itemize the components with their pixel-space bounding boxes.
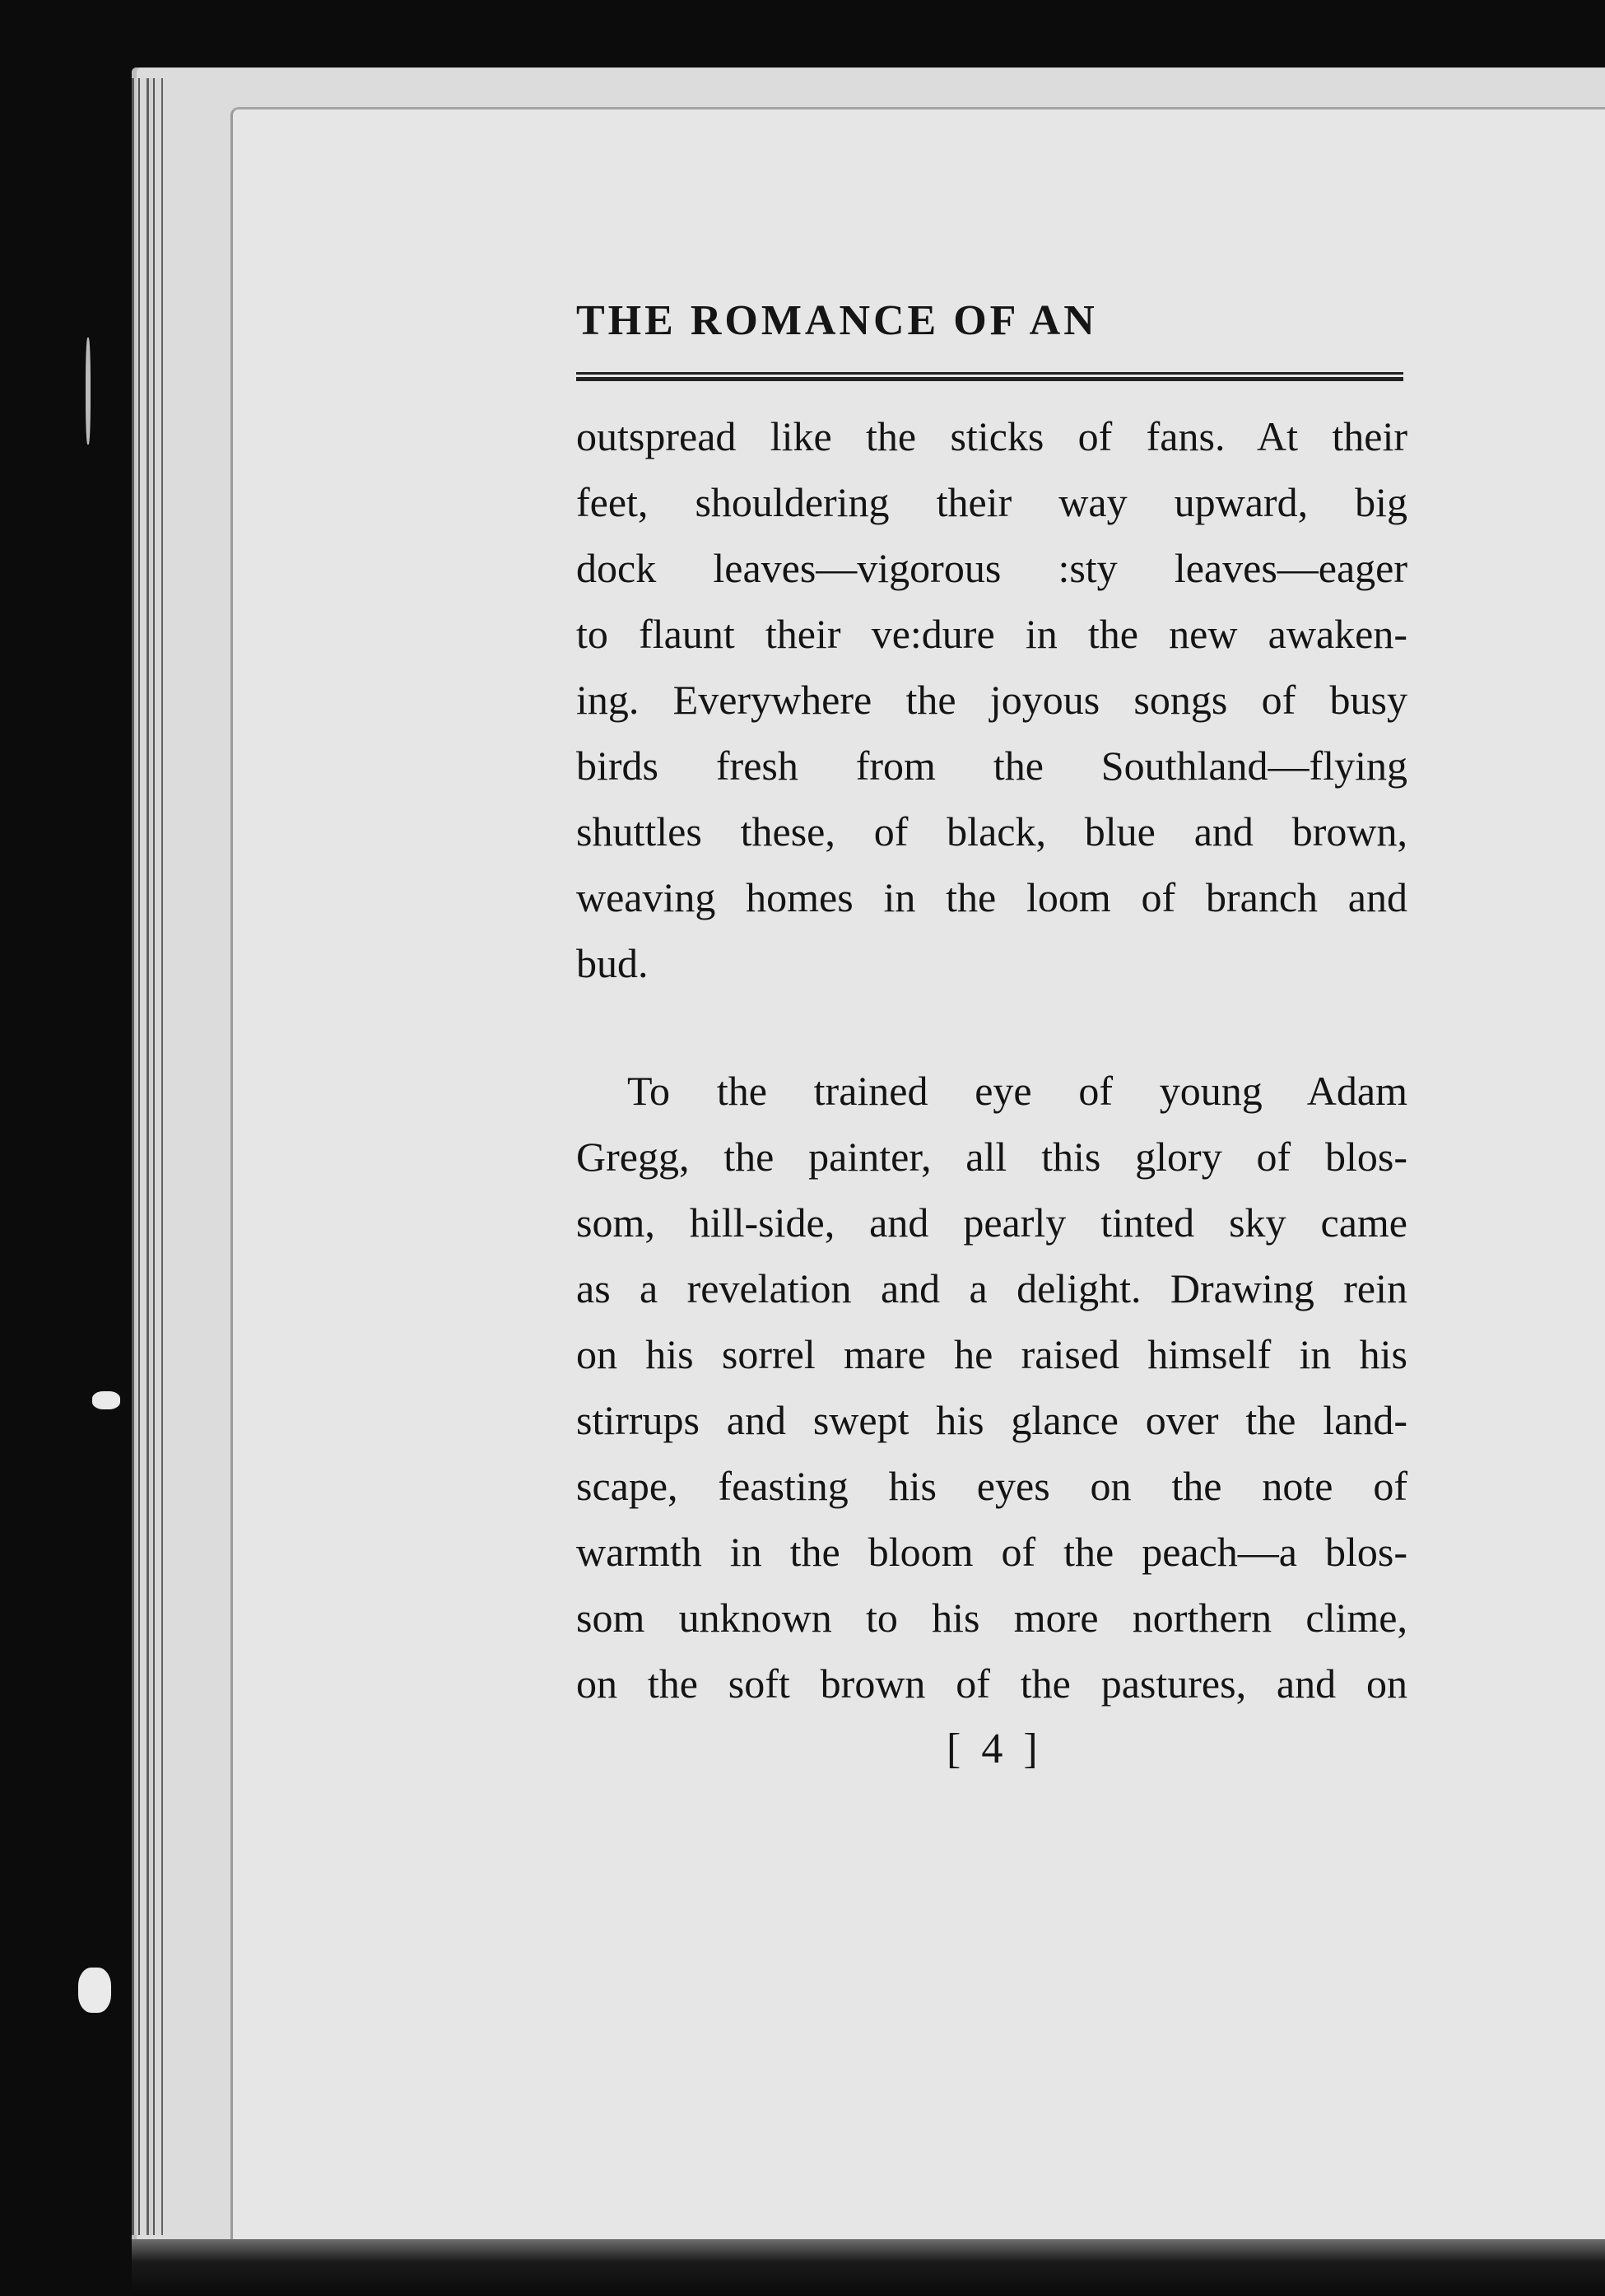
text-line: dock leaves—vigorous :sty leaves—eager	[576, 545, 1407, 591]
text-line: to flaunt their ve:dure in the new awaken-	[576, 611, 1407, 657]
text-line: som, hill-side, and pearly tinted sky came	[576, 1199, 1407, 1246]
text-line: scape, feasting his eyes on the note of	[576, 1463, 1407, 1509]
paragraph-1	[576, 403, 1407, 996]
scan-bottom-edge	[132, 2239, 1605, 2296]
scan-speck	[92, 1391, 120, 1409]
text-line: Gregg, the painter, all this glory of blos-	[576, 1134, 1407, 1180]
scan-speck	[86, 338, 91, 445]
text-line: weaving homes in the loom of branch and	[576, 874, 1407, 920]
text-line: on his sorrel mare he raised himself in his	[576, 1331, 1407, 1377]
text-line: To the trained eye of young Adam	[627, 1068, 1407, 1114]
header-rule	[576, 372, 1403, 381]
text-line: stirrups and swept his glance over the land-	[576, 1397, 1407, 1443]
text-line: warmth in the bloom of the peach—a blos-	[576, 1529, 1407, 1575]
text-line: shuttles these, of black, blue and brown,	[576, 808, 1407, 855]
book-spine	[132, 78, 163, 2235]
text-line: outspread like the sticks of fans. At their	[576, 413, 1407, 459]
text-line: as a revelation and a delight. Drawing rein	[576, 1265, 1407, 1311]
text-line: feet, shouldering their way upward, big	[576, 479, 1407, 525]
text-line: som unknown to his more northern clime,	[576, 1595, 1407, 1641]
scan-speck	[78, 1968, 111, 2013]
text-line: on the soft brown of the pastures, and on	[576, 1660, 1407, 1707]
text-line: birds fresh from the Southland—flying	[576, 743, 1407, 789]
paragraph-2	[576, 1058, 1407, 1716]
page-number: [ 4 ]	[947, 1725, 1043, 1772]
text-line: bud.	[576, 940, 649, 986]
text-line: ing. Everywhere the joyous songs of busy	[576, 677, 1407, 723]
running-head: THE ROMANCE OF AN	[576, 297, 1098, 344]
